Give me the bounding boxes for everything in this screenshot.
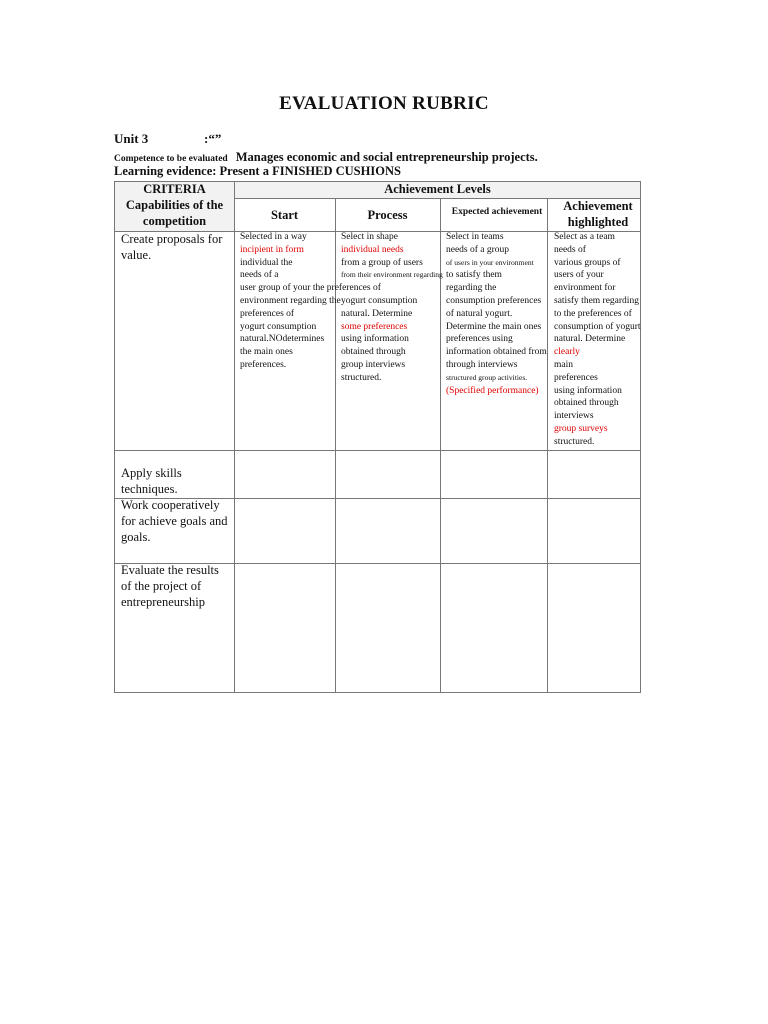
descriptor-line: through interviews [446,359,518,370]
descriptor-line: group interviews [341,359,406,370]
descriptor-line: individual the [240,257,293,268]
descriptor-line: Select in teams [446,232,504,242]
criterion-create-proposals: Create proposals for value. [121,232,223,262]
descriptor-line: Select in shape [341,232,398,242]
descriptor-line: Selected in a way [240,232,307,242]
descriptor-line: group surveys [554,423,608,434]
descriptor-line: information obtained from [446,347,547,358]
descriptor-line: using information [554,385,622,396]
descriptor-line: (Specified performance) [446,385,539,396]
descriptor-line: needs of a [240,270,279,281]
descriptor-line: some preferences [341,321,408,332]
unit-value: :“” [204,131,222,146]
criteria-header [115,181,234,229]
descriptor-line: main [554,359,573,370]
competence-value: Manages economic and social entrepreneurship projects. [235,150,538,164]
descriptor-line: interviews [554,411,594,422]
descriptor-line: using information [341,334,409,345]
table-border-bottom [115,692,641,693]
criteria-header-line: competition [142,214,207,228]
unit-label: Unit 3 [114,131,149,146]
descriptor-line: Select as a team [554,232,615,242]
descriptor-line: structured. [341,372,382,383]
descriptor-line: obtained through [341,347,406,358]
descriptor-process [341,231,443,385]
row-divider-1 [115,450,641,451]
descriptor-line: natural. Determine [341,308,413,319]
descriptor-line: consumption preferences [446,295,542,306]
descriptor-line: Determine the main ones [446,321,542,332]
descriptor-line: incipient in form [240,244,304,255]
descriptor-line: individual needs [341,244,404,255]
descriptor-line: structured group activities. [446,372,528,382]
descriptor-expected [446,231,547,397]
descriptor-line: environment regarding the [240,295,341,306]
descriptor-line: consumption of yogurt [554,321,641,332]
unit-line [114,131,222,147]
descriptor-line: of natural yogurt. [446,308,513,319]
criteria-header-line: Capabilities of the [125,198,224,212]
descriptor-line: from their environment regarding [341,270,443,280]
level-expected-header: Expected achievement [451,207,543,217]
descriptor-line: structured. [554,436,595,447]
descriptor-line: users of your [554,270,604,281]
level-highlighted-header: Achievement highlighted [563,199,633,229]
descriptor-line: of users in your environment [446,257,534,267]
level-start-header: Start [270,207,299,222]
descriptor-line: yogurt consumption [240,321,317,332]
criteria-header-line: CRITERIA [143,182,206,196]
criterion-evaluate-results: Evaluate the results of the project of entrepreneurship [121,563,219,609]
col-divider-4 [547,198,548,693]
descriptor-line: yogurt consumption [341,295,418,306]
descriptor-line: environment for [554,283,616,294]
competence-label: Competence to be evaluated [114,154,228,164]
descriptor-line: from a group of users [341,257,423,268]
descriptor-line: preferences [554,372,598,383]
descriptor-line: obtained through [554,398,619,409]
descriptor-line: user group of your the preferences of [240,283,381,294]
descriptor-line: to satisfy them [446,270,502,281]
descriptor-line [341,282,443,295]
descriptor-line: various groups of [554,257,621,268]
descriptor-line: preferences. [240,359,287,370]
descriptor-line: clearly [554,347,580,358]
criterion-apply-skills: Apply skills techniques. [121,466,182,496]
descriptor-line: regarding the [446,283,497,294]
col-divider-1 [234,181,235,693]
page-title: EVALUATION RUBRIC [279,93,489,114]
learning-evidence: Learning evidence: Present a FINISHED CUSHIONS [114,164,401,178]
descriptor-line: natural.NOdetermines [240,334,325,345]
achievement-levels-header: Achievement Levels [384,182,491,196]
descriptor-line: to the preferences of [554,308,632,319]
descriptor-line: the main ones [240,347,293,358]
level-process-header: Process [367,207,408,222]
descriptor-line: satisfy them regarding [554,295,639,306]
descriptor-line: preferences of [240,308,295,319]
descriptor-line: preferences using [446,334,513,345]
criterion-work-cooperatively: Work cooperatively for achieve goals and goals. [121,498,228,544]
descriptor-highlighted [554,231,641,449]
descriptor-line: needs of a group [446,244,510,255]
descriptor-line: natural. Determine [554,334,626,345]
descriptor-line: needs of [554,244,586,255]
